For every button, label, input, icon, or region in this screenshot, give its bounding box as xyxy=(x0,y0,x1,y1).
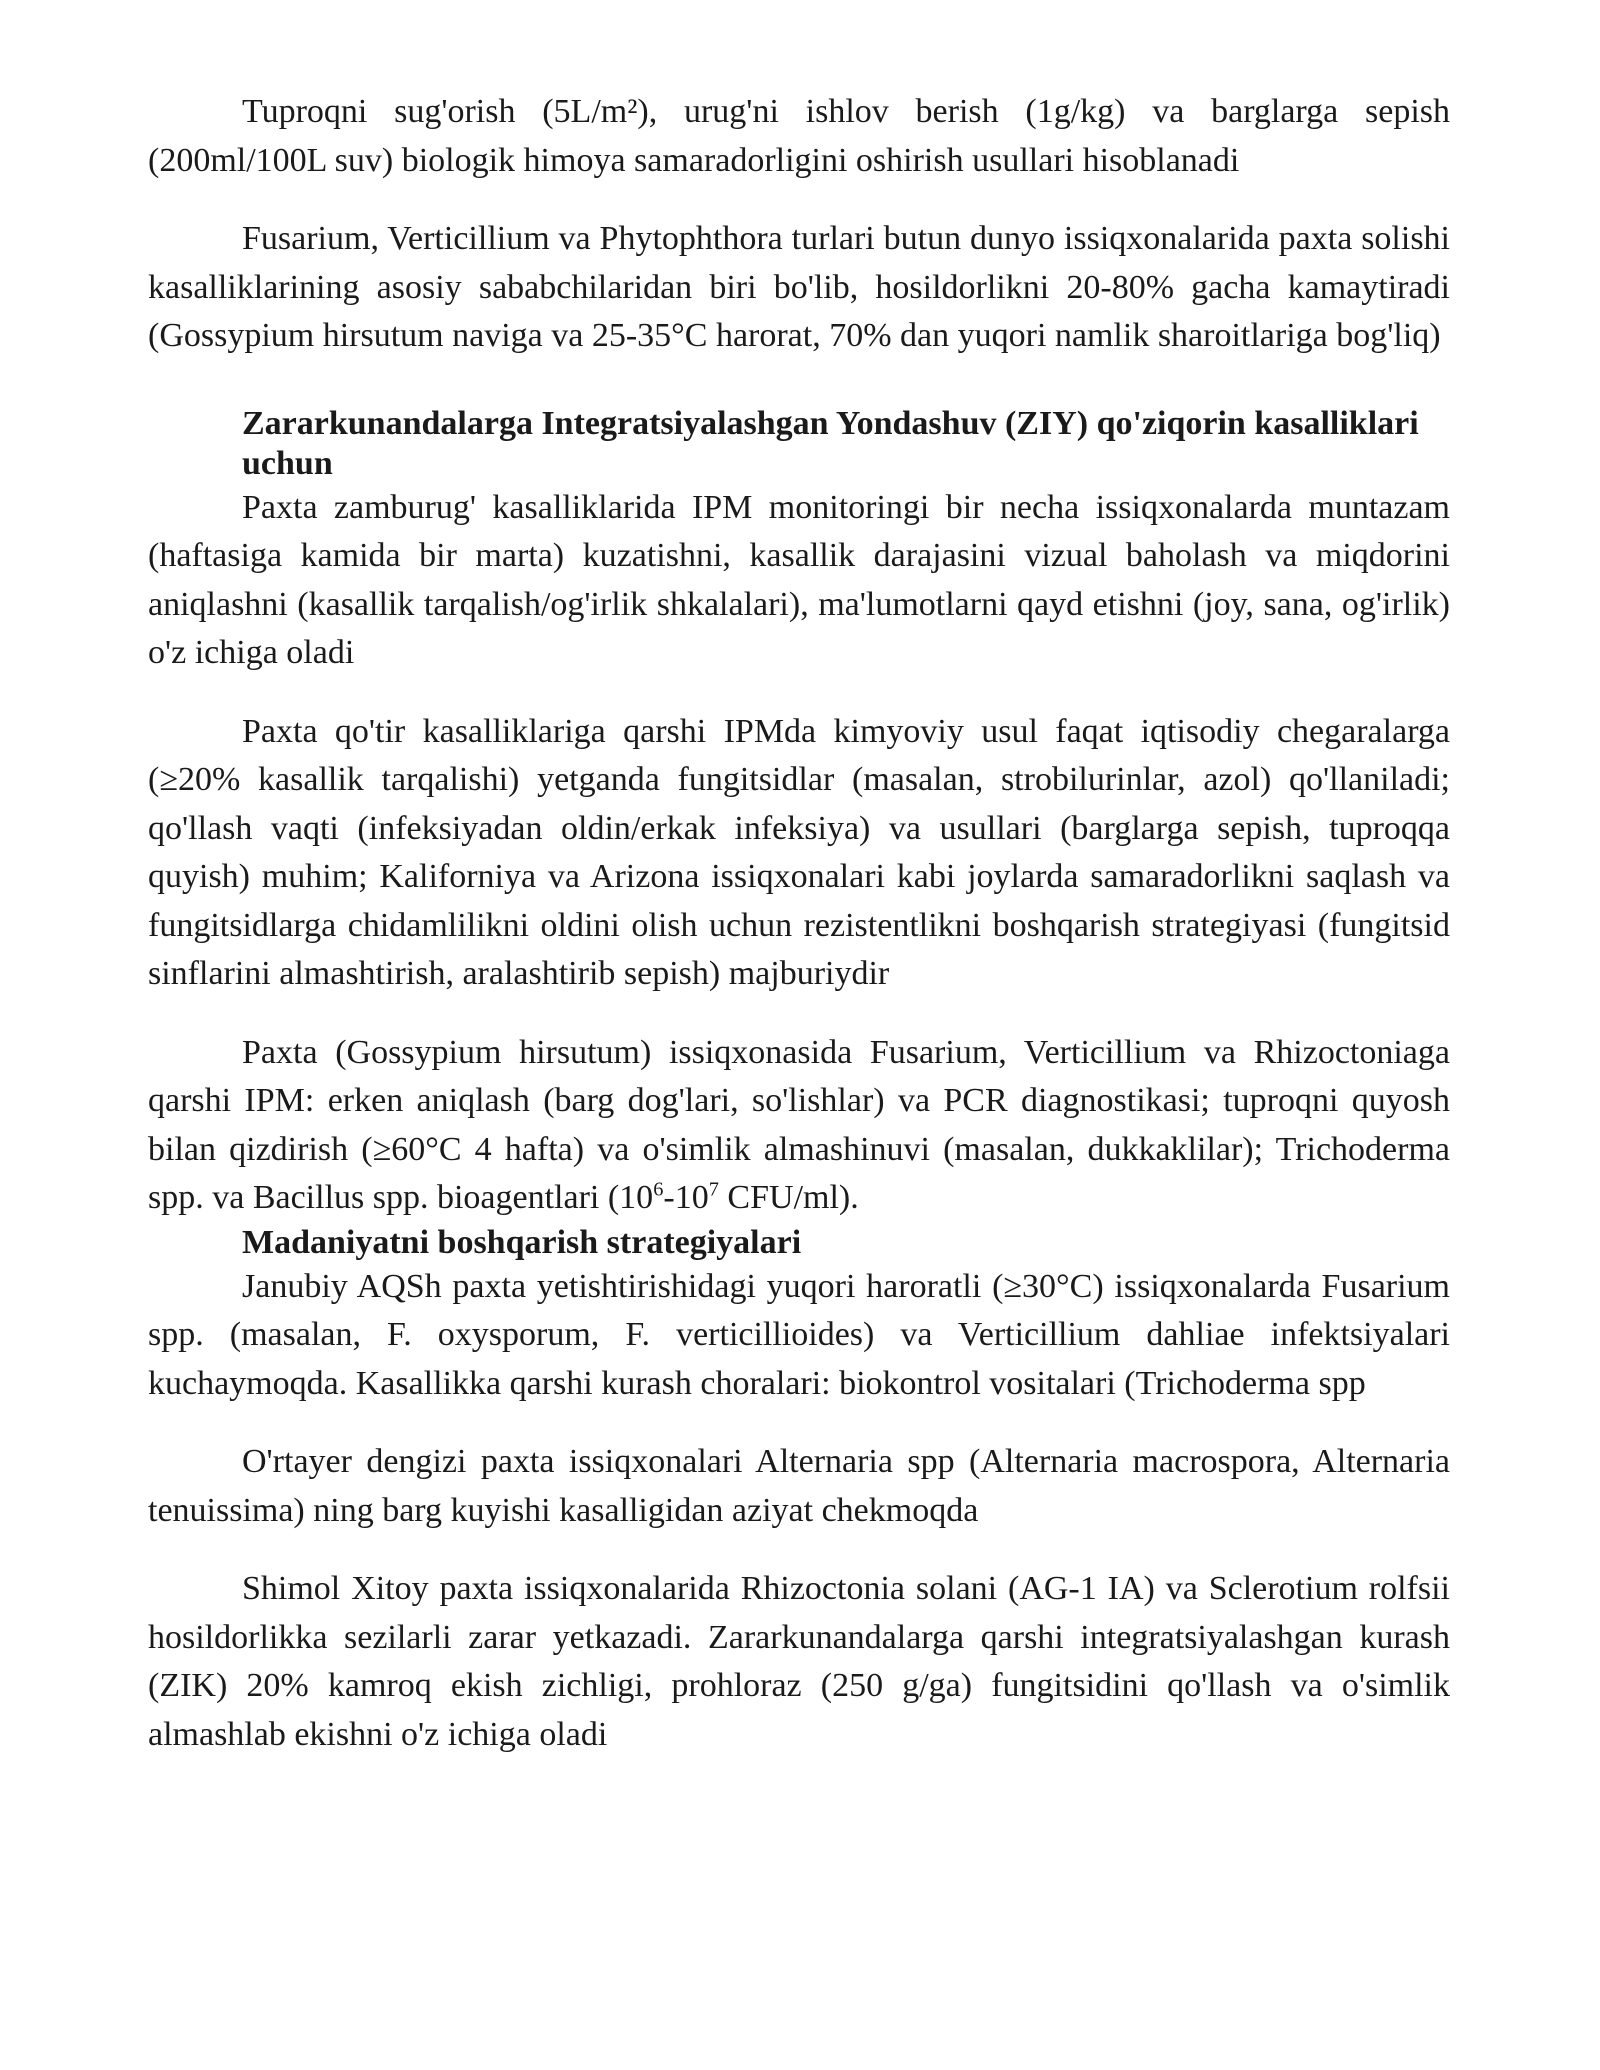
exponent-6: 6 xyxy=(653,1178,664,1201)
paragraph-ipm-monitoring: Paxta zamburug' kasalliklarida IPM monitoringi bir necha issiqxonalarda muntazam (haftasiga kamida bir marta) kuzatishni, kasallik darajasini vizual baholash va miqdorini aniqlashni (kasallik tarqalish/og'irlik shkalalari), ma'lumotlarni qayd etishni (joy, sana, og'irlik) o'z ichiga oladi xyxy=(148,488,1450,671)
paragraph-ipm-greenhouse-text: Paxta (Gossypium hirsutum) issiqxonasida Fusarium, Verticillium va Rhizoctoniaga qarshi IPM: erken aniqlash (barg dog'lari, so'lishlar) va PCR diagnostikasi; tuproqni quyosh bilan qizdirish (≥60°C 4 hafta) va o'simlik almashinuvi (masalan, dukkaklilar); Trichoderma spp. va Bacillus spp. bioagentlari (10 xyxy=(148,1033,1450,1216)
paragraph-southern-usa: Janubiy AQSh paxta yetishtirishidagi yuqori haroratli (≥30°C) issiqxonalarda Fusarium spp. (masalan, F. oxysporum, F. verticillioides) va Verticillium dahliae infektsiyalari kuchaymoqda. Kasallikka qarshi kurash choralari: biokontrol vositalari (Trichoderma spp xyxy=(148,1267,1450,1402)
paragraph-ipm-greenhouse xyxy=(148,1029,1450,1223)
paragraph-north-china: Shimol Xitoy paxta issiqxonalarida Rhizoctonia solani (AG-1 IA) va Sclerotium rolfsii hosildorlikka sezilarli zarar yetkazadi. Zararkunandalarga qarshi integratsiyalashgan kurash (ZIK) 20% kamroq ekish zichligi, prohloraz (250 g/ga) fungitsidini qo'llash va o'simlik almashlab ekishni o'z ichiga oladi xyxy=(148,1570,1450,1753)
exponent-7: 7 xyxy=(708,1178,719,1201)
paragraph-ipm-greenhouse-end: CFU/ml). xyxy=(718,1179,859,1216)
paragraph-soil-irrigation: Tuproqni sug'orish (5L/m²), urug'ni ishlov berish (1g/kg) va barglarga sepish (200ml/100L suv) biologik himoya samaradorligini oshirish usullari hisoblanadi xyxy=(148,93,1450,179)
heading-culture-management: Madaniyatni boshqarish strategiyalari xyxy=(242,1223,802,1261)
paragraph-chemical-control: Paxta qo'tir kasalliklariga qarshi IPMda kimyoviy usul faqat iqtisodiy chegaralarga (≥20% kasallik tarqalishi) yetganda fungitsidlar (masalan, strobilurinlar, azol) qo'llaniladi; qo'llash vaqti (infeksiyadan oldin/erkak infeksiya) va usullari (barglarga sepish, tuproqqa quyish) muhim; Kaliforniya va Arizona issiqxonalari kabi joylarda samaradorlikni saqlash va fungitsidlarga chidamlilikni oldini olish uchun rezistentlikni boshqarish strategiyasi (fungitsid sinflarini almashtirish, aralashtirib sepish) majburiydir xyxy=(148,712,1450,992)
paragraph-fusarium-overview: Fusarium, Verticillium va Phytophthora turlari butun dunyo issiqxonalarida paxta solishi kasalliklarining asosiy sababchilaridan biri bo'lib, hosildorlikni 20-80% gacha kamaytiradi (Gossypium hirsutum naviga va 25-35°C harorat, 70% dan yuqori namlik sharoitlariga bog'liq) xyxy=(148,220,1450,354)
heading-integrated-approach: Zararkunandalarga Integratsiyalashgan Yondashuv (ZIY) qo'ziqorin kasalliklari uchun xyxy=(242,404,1419,482)
paragraph-ipm-greenhouse-mid: -10 xyxy=(663,1179,709,1216)
document-page xyxy=(148,88,1450,1759)
paragraph-mediterranean: O'rtayer dengizi paxta issiqxonalari Alternaria spp (Alternaria macrospora, Alternaria tenuissima) ning barg kuyishi kasalligidan aziyat chekmoqda xyxy=(148,1443,1450,1529)
